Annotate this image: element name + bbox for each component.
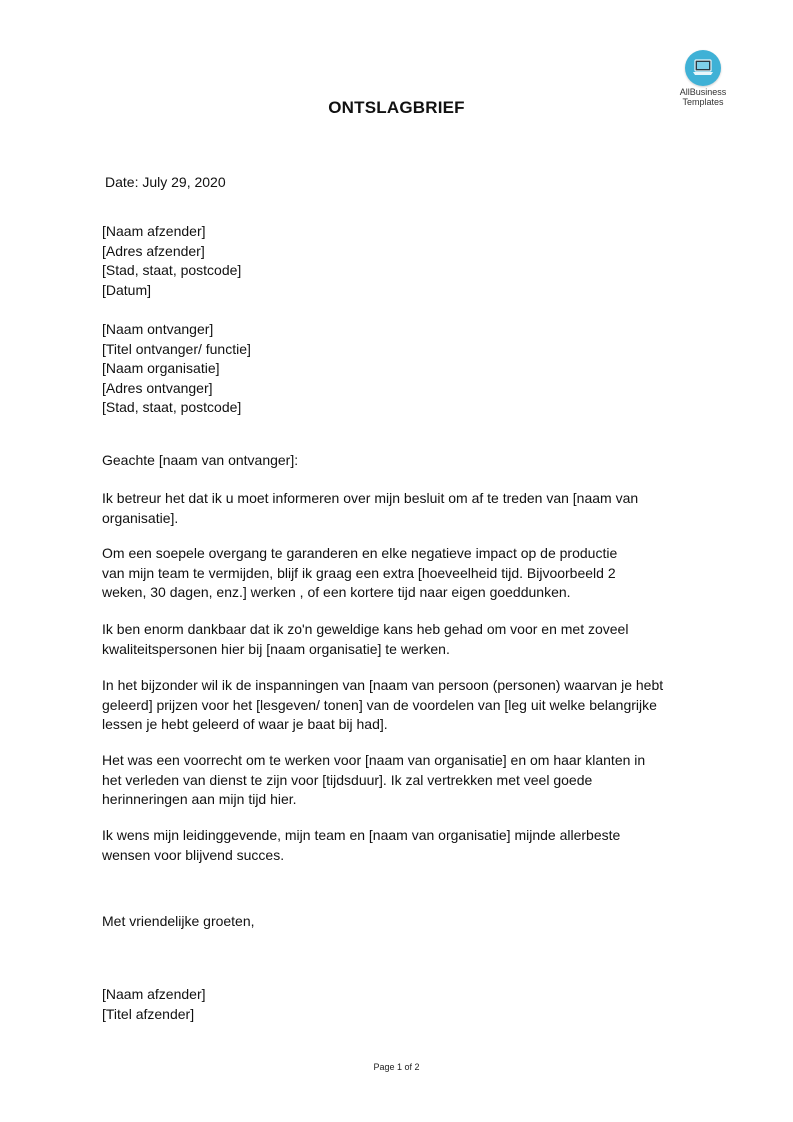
paragraph-line: weken, 30 dagen, enz.] werken , of een kortere tijd naar eigen goeddunken. (102, 584, 571, 600)
recipient-line: [Adres ontvanger] (102, 379, 213, 396)
paragraph-line: Ik ben enorm dankbaar dat ik zo'n geweldige kans heb gehad om voor en met zoveel (102, 621, 629, 637)
date-line (105, 173, 705, 193)
paragraph-line: Het was een voorrecht om te werken voor [naam van organisatie] en om haar klanten in (102, 752, 646, 768)
signature-line: [Naam afzender] (102, 986, 206, 1002)
closing-text: Met vriendelijke groeten, (102, 913, 255, 929)
paragraph-line: In het bijzonder wil ik de inspanningen van [naam van persoon (personen) waarvan je hebt (102, 677, 664, 693)
body-paragraph (102, 544, 702, 603)
paragraph-line: lessen je hebt geleerd of waar je baat bij had]. (102, 716, 388, 732)
paragraph-line: geleerd] prijzen voor het [lesgeven/ tonen] van de voordelen van [leg uit welke belangrijke (102, 696, 657, 713)
sender-line: [Stad, staat, postcode] (102, 262, 242, 278)
paragraph-line: herinneringen aan mijn tijd hier. (102, 791, 297, 807)
paragraph-line: van mijn team te vermijden, blijf ik graag een extra [hoeveelheid tijd. Bijvoorbeeld 2 (102, 564, 616, 581)
recipient-line: [Naam ontvanger] (102, 321, 214, 337)
body-paragraph (102, 620, 702, 659)
paragraph-line: Ik betreur het dat ik u moet informeren over mijn besluit om af te treden van [naam van (102, 490, 639, 506)
paragraph-line: wensen voor blijvend succes. (102, 846, 285, 863)
salutation (102, 451, 702, 471)
sender-line: [Datum] (102, 281, 152, 298)
laptop-icon (685, 50, 721, 86)
paragraph-line: het verleden van dienst te zijn voor [tijdsduur]. Ik zal vertrekken met veel goede (102, 771, 593, 788)
signature-line: [Titel afzender] (102, 1005, 195, 1022)
page-number: Page 1 of 2 (373, 1062, 420, 1072)
paragraph-line: kwaliteitspersonen hier bij [naam organisatie] te werken. (102, 640, 450, 657)
recipient-line: [Titel ontvanger/ functie] (102, 340, 251, 357)
sender-line: [Naam afzender] (102, 223, 206, 239)
brand-line-2: Templates (682, 97, 724, 107)
paragraph-line: Om een soepele overgang te garanderen en elke negatieve impact op de productie (102, 545, 618, 561)
paragraph-line: organisatie]. (102, 509, 179, 526)
closing (102, 912, 702, 932)
body-paragraph (102, 751, 702, 810)
body-paragraph (102, 676, 702, 735)
body-paragraph (102, 489, 702, 528)
date-text: Date: July 29, 2020 (105, 174, 226, 190)
recipient-line: [Naam organisatie] (102, 360, 220, 376)
recipient-address-block (102, 320, 702, 418)
brand-line-1: AllBusiness (679, 87, 727, 97)
salutation-text: Geachte [naam van ontvanger]: (102, 452, 299, 468)
document-title: ONTSLAGBRIEF (328, 98, 465, 117)
body-paragraph (102, 826, 702, 865)
sender-line: [Adres afzender] (102, 242, 205, 259)
sender-address-block (102, 222, 702, 300)
paragraph-line: Ik wens mijn leidinggevende, mijn team en [naam van organisatie] mijnde allerbeste (102, 827, 621, 843)
signature-block (102, 985, 702, 1024)
recipient-line: [Stad, staat, postcode] (102, 399, 242, 415)
